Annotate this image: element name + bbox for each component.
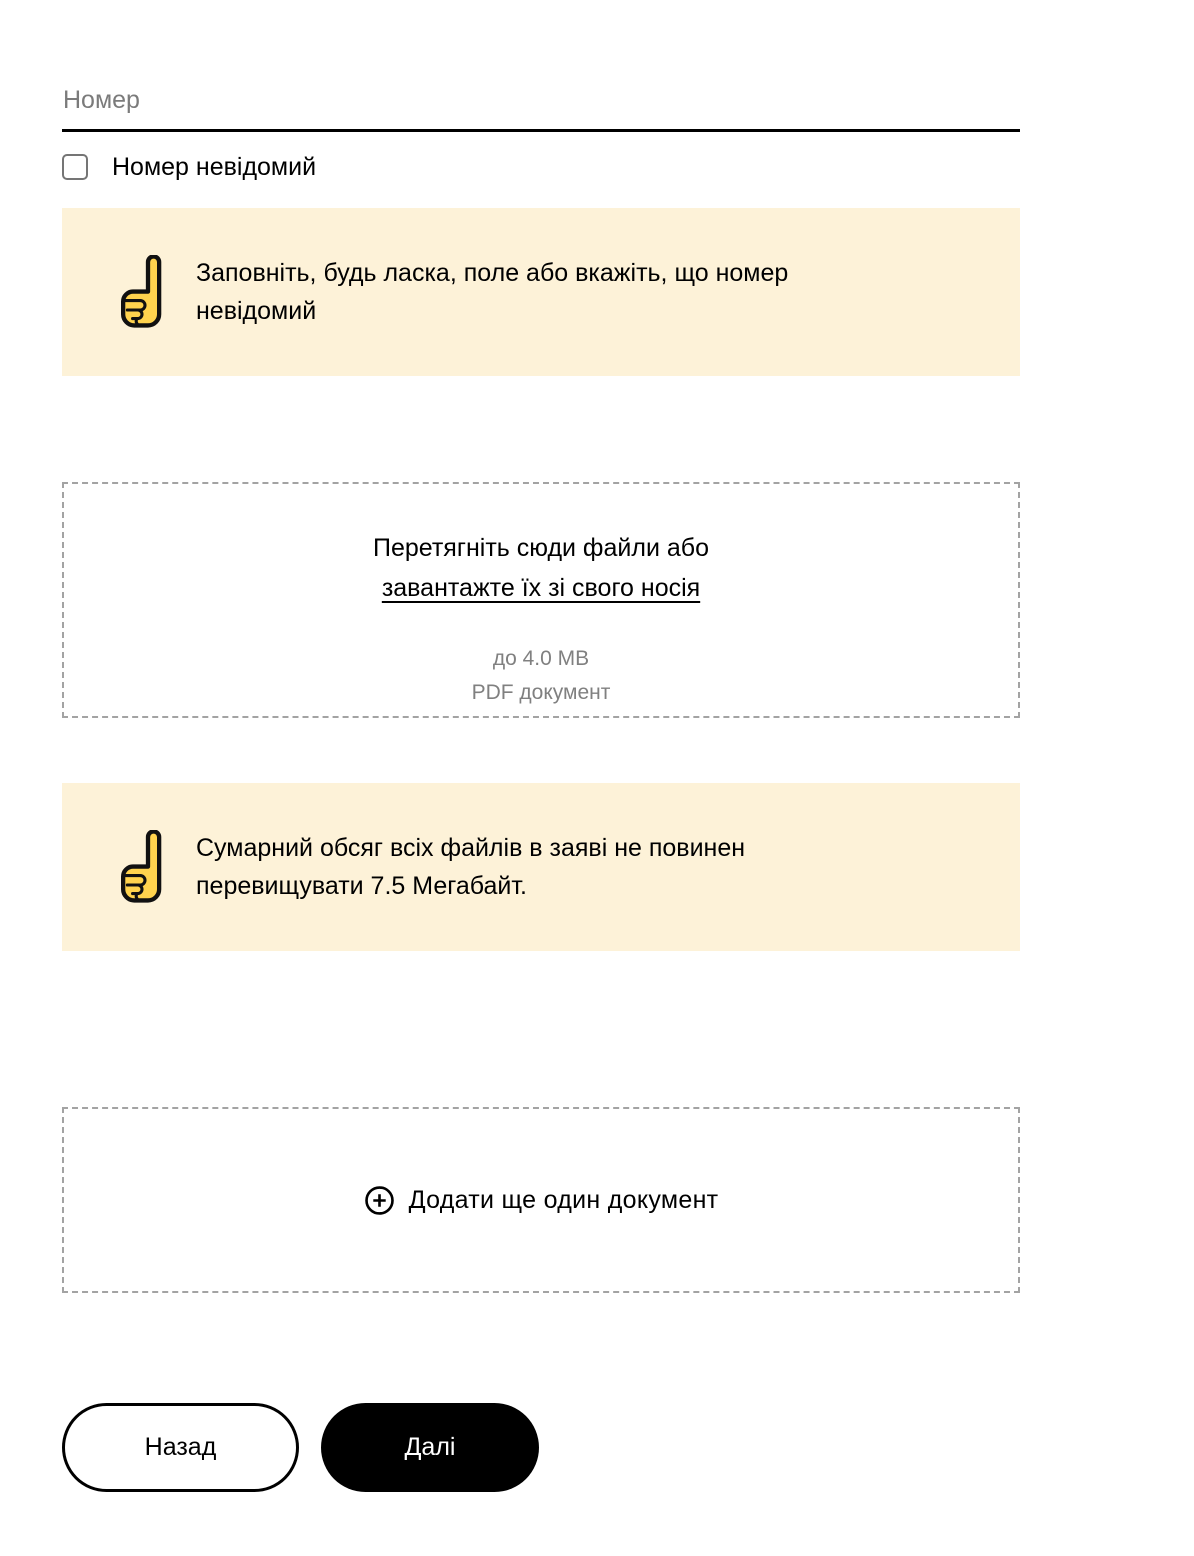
add-document-label: Додати ще один документ — [408, 1185, 719, 1214]
plus-circle-icon — [364, 1185, 395, 1216]
next-button[interactable]: Далі — [321, 1403, 539, 1492]
dropzone-format-text: PDF документ — [471, 681, 611, 704]
number-unknown-label[interactable]: Номер невідомий — [112, 153, 317, 181]
pointing-finger-icon — [118, 255, 166, 329]
form-content — [62, 0, 1020, 1492]
file-dropzone[interactable] — [62, 482, 1020, 718]
pointing-finger-icon — [118, 830, 166, 904]
dropzone-drag-text: Перетягніть сюди файли або — [373, 534, 709, 562]
number-unknown-row — [62, 154, 1020, 180]
hint-fill-field-text: Заповніть, будь ласка, поле або вкажіть, що номер невідомий — [196, 259, 789, 325]
button-row — [62, 1403, 1020, 1492]
hint-box-fill-field — [62, 208, 1020, 376]
dropzone-max-size-text: до 4.0 MB — [492, 647, 590, 670]
add-document-button[interactable] — [62, 1107, 1020, 1293]
number-unknown-checkbox[interactable] — [62, 154, 88, 180]
hint-total-size-text: Сумарний обсяг всіх файлів в заяві не повинен перевищувати 7.5 Мегабайт. — [196, 834, 746, 900]
hint-box-total-size — [62, 783, 1020, 951]
back-button[interactable]: Назад — [62, 1403, 299, 1492]
upload-from-device-link[interactable]: завантажте їх зі свого носія — [381, 574, 701, 602]
number-input[interactable] — [62, 86, 1020, 132]
